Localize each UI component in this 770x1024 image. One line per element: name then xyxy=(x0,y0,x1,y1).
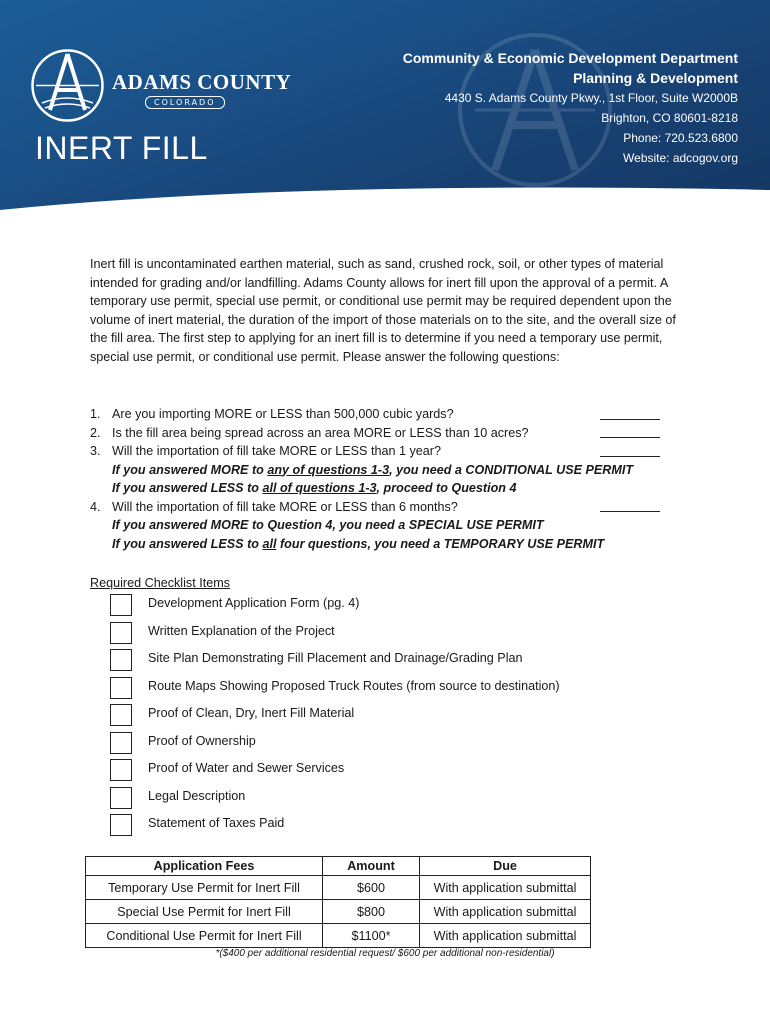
fee-amount: $800 xyxy=(323,900,420,924)
table-row xyxy=(86,900,591,924)
fee-type: Conditional Use Permit for Inert Fill xyxy=(86,924,323,948)
instruction-emphasis: all xyxy=(262,536,277,551)
address: 4430 S. Adams County Pkwy., 1st Floor, Suite W2000B xyxy=(444,91,738,105)
question-number: 2. xyxy=(90,425,101,440)
fee-due: With application submittal xyxy=(420,900,591,924)
fee-due: With application submittal xyxy=(420,924,591,948)
division-name: Planning & Development xyxy=(573,70,738,86)
checklist-label: Site Plan Demonstrating Fill Placement and Drainage/Grading Plan xyxy=(148,651,523,665)
table-row xyxy=(86,876,591,900)
county-state: COLORADO xyxy=(145,96,225,109)
dept-name: Community & Economic Development Department xyxy=(402,50,738,66)
question-number: 3. xyxy=(90,444,101,458)
question-number: 4. xyxy=(90,499,101,514)
checkbox[interactable] xyxy=(110,759,132,781)
checklist-label: Legal Description xyxy=(148,788,246,803)
checklist-label: Proof of Clean, Dry, Inert Fill Material xyxy=(148,706,355,720)
page-title: INERT FILL xyxy=(35,130,208,166)
answer-blank[interactable] xyxy=(600,455,660,457)
instruction-text: If you answered MORE to xyxy=(112,462,268,477)
instruction-text: four questions, you need a TEMPORARY USE PERMIT xyxy=(276,536,605,551)
header-due: Due xyxy=(420,857,591,876)
question-text: Will the importation of fill take MORE or LESS than 6 months? xyxy=(112,499,458,514)
table-row xyxy=(86,924,591,948)
fee-type: Special Use Permit for Inert Fill xyxy=(86,900,323,924)
answer-blank[interactable] xyxy=(600,418,660,420)
answer-blank[interactable] xyxy=(600,436,660,438)
adams-county-logo-icon xyxy=(30,48,105,123)
fees-footnote: *($400 per additional residential request/ $600 per additional non-residential) xyxy=(215,948,555,959)
checklist-label: Written Explanation of the Project xyxy=(148,623,335,638)
checklist-label: Proof of Ownership xyxy=(148,733,256,748)
fees-table xyxy=(85,856,591,948)
checkbox[interactable] xyxy=(110,704,132,726)
answer-blank[interactable] xyxy=(600,510,660,512)
fee-amount: $1100* xyxy=(323,924,420,948)
checklist-label: Development Application Form (pg. 4) xyxy=(148,596,360,610)
checklist-label: Proof of Water and Sewer Services xyxy=(148,761,345,775)
instruction-text: If you answered LESS to xyxy=(112,536,263,551)
instruction-text: If you answered LESS to xyxy=(112,481,263,495)
checkbox[interactable] xyxy=(110,622,132,644)
website: Website: adcogov.org xyxy=(623,151,738,165)
fee-due: With application submittal xyxy=(420,876,591,900)
instruction-emphasis: all of questions 1-3 xyxy=(262,481,377,495)
intro-paragraph: Inert fill is uncontaminated earthen material, such as sand, crushed rock, soil, or other types of material intended for grading and/or landfilling. Adams County allows for inert fill upon the approval of a permit. A temporary use permit, special use permit, or conditional use permit may be required dependent upon the volume of inert material, the duration of the import of those materials on to the site, and the overall size of the fill area. The first step to applying for an inert fill is to determine if you need a temporary use permit, special use permit, or conditional use permit. Please answer the following questions: xyxy=(90,257,676,364)
checkbox[interactable] xyxy=(110,677,132,699)
checkbox[interactable] xyxy=(110,814,132,836)
instruction-temporary xyxy=(90,535,660,554)
questions-list xyxy=(90,405,660,553)
question-text: Is the fill area being spread across an area MORE or LESS than 10 acres? xyxy=(112,425,529,440)
question-1 xyxy=(90,405,660,424)
instruction-special: If you answered MORE to Question 4, you need a SPECIAL USE PERMIT xyxy=(112,518,544,532)
instruction-text: , you need a CONDITIONAL USE PERMIT xyxy=(389,462,634,477)
city-zip: Brighton, CO 80601-8218 xyxy=(601,111,738,125)
header-banner xyxy=(0,0,770,235)
header-application-fees: Application Fees xyxy=(86,857,323,876)
checklist-label: Route Maps Showing Proposed Truck Routes (from source to destination) xyxy=(148,678,560,693)
checklist-title: Required Checklist Items xyxy=(90,576,230,590)
question-4 xyxy=(90,498,660,517)
question-text: Are you importing MORE or LESS than 500,000 cubic yards? xyxy=(112,407,454,421)
checkbox[interactable] xyxy=(110,787,132,809)
table-header-row xyxy=(86,857,591,876)
instruction-proceed xyxy=(90,479,660,498)
fee-type: Temporary Use Permit for Inert Fill xyxy=(86,876,323,900)
header-amount: Amount xyxy=(323,857,420,876)
question-3 xyxy=(90,442,660,461)
phone: Phone: 720.523.6800 xyxy=(623,131,738,145)
checkbox[interactable] xyxy=(110,649,132,671)
county-name: ADAMS COUNTY xyxy=(112,70,292,94)
question-number: 1. xyxy=(90,407,101,421)
question-text: Will the importation of fill take MORE or LESS than 1 year? xyxy=(112,444,441,458)
checklist-label: Statement of Taxes Paid xyxy=(148,816,285,830)
checkbox[interactable] xyxy=(110,594,132,616)
instruction-text: , proceed to Question 4 xyxy=(376,481,517,495)
fee-amount: $600 xyxy=(323,876,420,900)
checkbox[interactable] xyxy=(110,732,132,754)
department-contact xyxy=(403,48,738,168)
question-2 xyxy=(90,424,660,443)
instruction-emphasis: any of questions 1-3 xyxy=(267,462,390,477)
header-wave xyxy=(0,180,770,235)
instruction-conditional xyxy=(90,461,660,480)
